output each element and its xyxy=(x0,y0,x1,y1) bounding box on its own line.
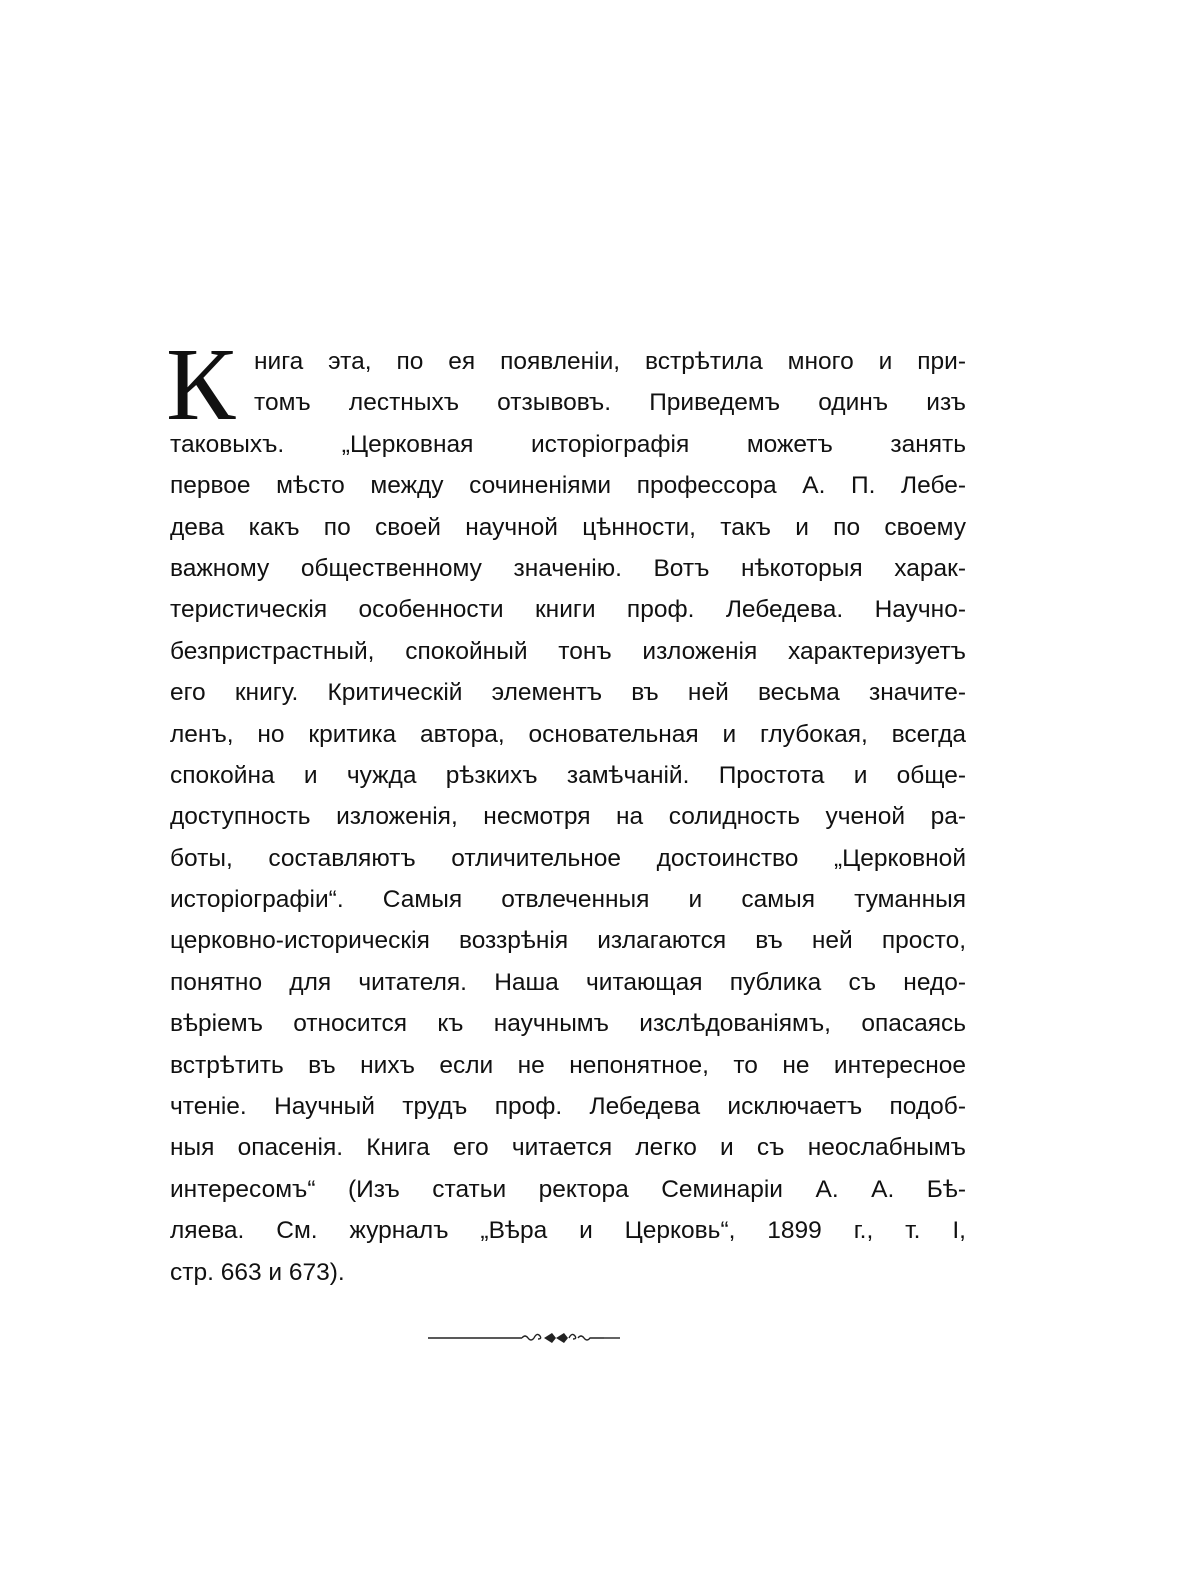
text-line-1: нига эта, по ея появленіи, встрѣтила много и при- xyxy=(254,348,966,375)
text-line-12: доступность изложенія, несмотря на солидность ученой ра- xyxy=(170,803,966,831)
text-line-22: ляева. См. журналъ „Вѣра и Церковь“, 1899 г., т. I, xyxy=(170,1217,966,1245)
text-line-2: томъ лестныхъ отзывовъ. Приведемъ одинъ изъ xyxy=(254,389,966,417)
text-line-14: исторіографіи“. Самыя отвлеченныя и самыя туманныя xyxy=(170,886,966,914)
text-line-10: ленъ, но критика автора, основательная и глубокая, всегда xyxy=(170,720,966,748)
text-line-13: боты, составляютъ отличительное достоинство „Церковной xyxy=(170,844,966,872)
text-line-21: интересомъ“ (Изъ статьи ректора Семинаріи А. А. Бѣ- xyxy=(170,1175,966,1203)
text-line-16: понятно для читателя. Наша читающая публика съ недо- xyxy=(170,968,966,996)
text-line-8: безпристрастный, спокойный тонъ изложенія характеризуетъ xyxy=(170,637,966,665)
text-line-20: ныя опасенія. Книга его читается легко и съ неослабнымъ xyxy=(170,1134,966,1162)
text-line-9: его книгу. Критическій элементъ въ ней весьма значите- xyxy=(170,679,966,707)
text-line-19: чтеніе. Научный трудъ проф. Лебедева исключаетъ подоб- xyxy=(170,1093,966,1121)
fleuron-ornament-icon xyxy=(428,1326,620,1350)
text-line-11: спокойна и чужда рѣзкихъ замѣчаній. Простота и обще- xyxy=(170,761,966,789)
text-line-18: встрѣтить въ нихъ если не непонятное, то не интересное xyxy=(170,1051,966,1079)
text-line-3: таковыхъ. „Церковная исторіографія можетъ занять xyxy=(170,430,966,458)
text-line-6: важному общественному значенію. Вотъ нѣкоторыя харак- xyxy=(170,554,966,582)
text-line-7: теристическія особенности книги проф. Лебедева. Научно- xyxy=(170,596,966,624)
main-paragraph xyxy=(166,327,966,1293)
text-line-15: церковно-историческія воззрѣнія излагаются въ ней просто, xyxy=(170,927,966,955)
text-line-23: стр. 663 и 673). xyxy=(170,1258,345,1286)
text-line-5: дева какъ по своей научной цѣнности, такъ и по своему xyxy=(170,513,966,541)
text-line-17: вѣріемъ относится къ научнымъ изслѣдованіямъ, опасаясь xyxy=(170,1010,966,1038)
text-line-4: первое мѣсто между сочиненіями профессора А. П. Лебе- xyxy=(170,472,966,500)
drop-cap-letter: К xyxy=(166,327,236,442)
